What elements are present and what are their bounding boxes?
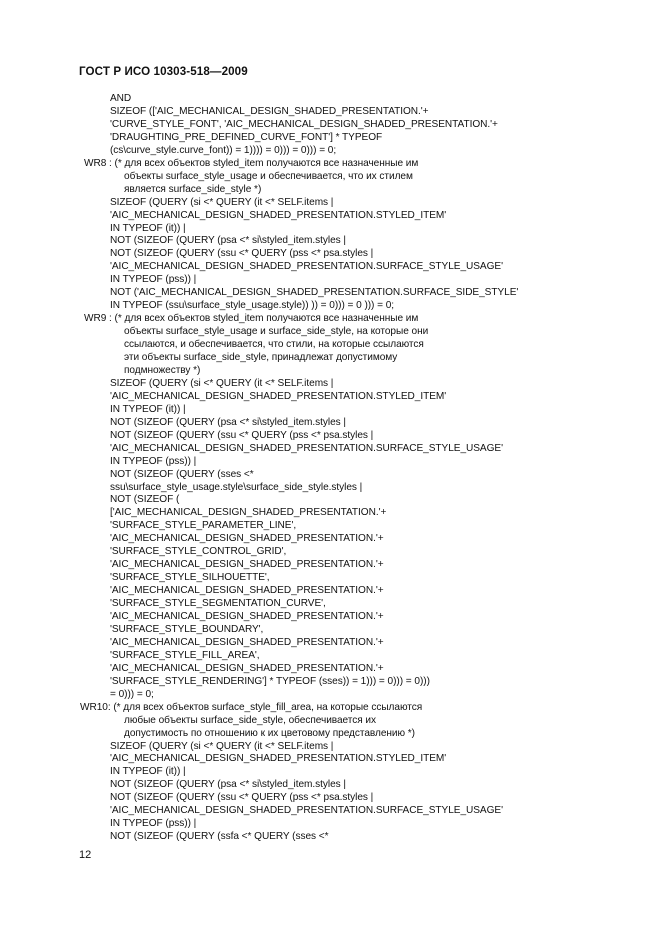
code-line: 'SURFACE_STYLE_CONTROL_GRID', [110,546,287,558]
code-line: 'SURFACE_STYLE_RENDERING'] * TYPEOF (sses)) = 1))) = 0))) = 0))) [110,675,430,687]
code-line: WR8 : (* для всех объектов styled_item получаются все назначенные им [84,157,419,169]
code-line: IN TYPEOF (it)) | [110,403,186,415]
code-line: объекты surface_style_usage и surface_side_style, на которые они [124,326,429,338]
code-line: NOT (SIZEOF ( [110,494,180,506]
code-line: IN TYPEOF (pss)) | [110,455,197,467]
code-line: NOT (SIZEOF (QUERY (psa <* si\styled_item.styles | [110,235,346,247]
code-line: NOT (SIZEOF (QUERY (ssu <* QUERY (pss <* psa.styles | [110,248,374,260]
code-line: 'AIC_MECHANICAL_DESIGN_SHADED_PRESENTATION.STYLED_ITEM' [110,390,447,402]
code-line: NOT (SIZEOF (QUERY (psa <* si\styled_item.styles | [110,416,346,428]
code-line: NOT (SIZEOF (QUERY (sses <* [110,468,254,480]
code-line: WR10: (* для всех объектов surface_style_fill_area, на которые ссылаются [80,701,423,713]
code-line: 'SURFACE_STYLE_SILHOUETTE', [110,572,270,584]
code-line: 'AIC_MECHANICAL_DESIGN_SHADED_PRESENTATION.SURFACE_STYLE_USAGE' [110,261,503,273]
code-line: 'SURFACE_STYLE_FILL_AREA', [110,649,260,661]
code-line: NOT (SIZEOF (QUERY (psa <* si\styled_item.styles | [110,779,346,791]
code-line: 'AIC_MECHANICAL_DESIGN_SHADED_PRESENTATION.SURFACE_STYLE_USAGE' [110,442,503,454]
code-line: объекты surface_style_usage и обеспечивается, что их стилем [124,170,413,182]
code-line: (cs\curve_style.curve_font)) = 1)))) = 0))) = 0))) = 0; [110,144,337,156]
code-line: IN TYPEOF (it)) | [110,766,186,778]
code-line: NOT (SIZEOF (QUERY (ssu <* QUERY (pss <* psa.styles | [110,429,374,441]
code-line: 'AIC_MECHANICAL_DESIGN_SHADED_PRESENTATION.'+ [110,611,384,622]
code-line: IN TYPEOF (it)) | [110,222,186,234]
code-line: SIZEOF (QUERY (si <* QUERY (it <* SELF.items | [110,377,334,389]
code-line: любые объекты surface_side_style, обеспечивается их [124,714,377,726]
code-line: 'AIC_MECHANICAL_DESIGN_SHADED_PRESENTATION.'+ [110,662,384,674]
code-line: ssu\surface_style_usage.style\surface_side_style.styles | [110,481,363,493]
code-line: 'AIC_MECHANICAL_DESIGN_SHADED_PRESENTATION.STYLED_ITEM' [110,753,447,765]
code-line: ссылаются, и обеспечивается, что стили, на которые ссылаются [124,339,424,351]
code-line: SIZEOF (QUERY (si <* QUERY (it <* SELF.items | [110,196,334,208]
page-number: 12 [79,849,92,861]
code-line: 'AIC_MECHANICAL_DESIGN_SHADED_PRESENTATION.'+ [110,533,384,545]
code-line: 'AIC_MECHANICAL_DESIGN_SHADED_PRESENTATION.'+ [110,559,384,571]
code-line: = 0))) = 0; [110,688,154,700]
code-line: 'SURFACE_STYLE_BOUNDARY', [110,623,264,635]
code-line: SIZEOF (['AIC_MECHANICAL_DESIGN_SHADED_PRESENTATION.'+ [110,105,429,117]
page-header: ГОСТ Р ИСО 10303-518—2009 [79,65,248,78]
code-line: NOT ('AIC_MECHANICAL_DESIGN_SHADED_PRESENTATION.SURFACE_SIDE_STYLE' [110,287,519,299]
code-line: IN TYPEOF (ssu\surface_style_usage.style)) )) = 0))) = 0 ))) = 0; [110,300,395,312]
code-line: SIZEOF (QUERY (si <* QUERY (it <* SELF.items | [110,740,334,752]
code-line: 'CURVE_STYLE_FONT', 'AIC_MECHANICAL_DESIGN_SHADED_PRESENTATION.'+ [110,118,498,130]
code-line: 'DRAUGHTING_PRE_DEFINED_CURVE_FONT'] * TYPEOF [110,131,383,143]
code-line: 'AIC_MECHANICAL_DESIGN_SHADED_PRESENTATION.SURFACE_STYLE_USAGE' [110,805,503,817]
code-line: 'AIC_MECHANICAL_DESIGN_SHADED_PRESENTATION.STYLED_ITEM' [110,209,447,221]
code-line: подмножеству *) [124,364,201,376]
code-line: AND [110,93,132,104]
code-line: NOT (SIZEOF (QUERY (ssu <* QUERY (pss <* psa.styles | [110,792,374,804]
code-line: 'SURFACE_STYLE_PARAMETER_LINE', [110,520,297,532]
code-line: 'AIC_MECHANICAL_DESIGN_SHADED_PRESENTATION.'+ [110,636,384,648]
code-line: IN TYPEOF (pss)) | [110,818,197,830]
code-line: 'SURFACE_STYLE_SEGMENTATION_CURVE', [110,598,326,610]
code-line: NOT (SIZEOF (QUERY (ssfa <* QUERY (sses <* [110,831,329,843]
code-line: допустимость по отношению к их цветовому представлению *) [124,727,415,739]
code-line: IN TYPEOF (pss)) | [110,274,197,286]
code-line: эти объекты surface_side_style, принадлежат допустимому [124,352,398,363]
code-line: WR9 : (* для всех объектов styled_item получаются все назначенные им [84,313,419,325]
code-line: ['AIC_MECHANICAL_DESIGN_SHADED_PRESENTATION.'+ [110,507,387,519]
code-line: 'AIC_MECHANICAL_DESIGN_SHADED_PRESENTATION.'+ [110,585,384,597]
code-line: является surface_side_style *) [124,183,262,195]
